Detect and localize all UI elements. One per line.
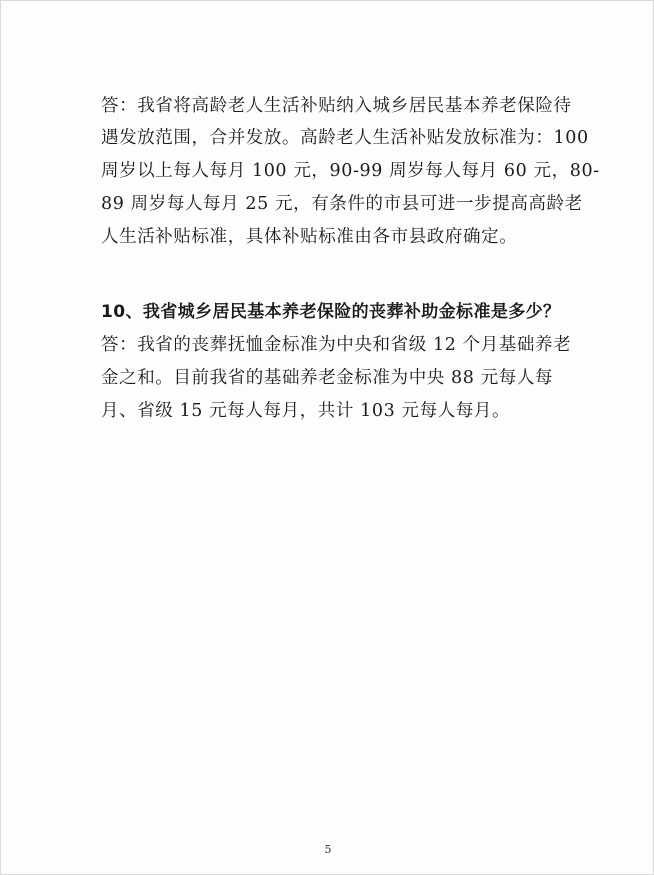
answer10-line-1: 答：我省的丧葬抚恤金标准为中央和省级 12 个月基础养老 xyxy=(101,335,572,355)
answer10-line-3: 月、省级 15 元每人每月，共计 103 元每人每月。 xyxy=(101,401,511,421)
answer9-line-4: 89 周岁每人每月 25 元，有条件的市县可进一步提高高龄老 xyxy=(101,194,583,214)
answer9-line-3: 周岁以上每人每月 100 元，90-99 周岁每人每月 60 元，80- xyxy=(101,161,600,181)
answer9-line-1: 答：我省将高龄老人生活补贴纳入城乡居民基本养老保险待 xyxy=(101,96,572,116)
answer10-line-2: 金之和。目前我省的基础养老金标准为中央 88 元每人每 xyxy=(101,368,554,388)
answer9-line-5: 人生活补贴标准，具体补贴标准由各市县政府确定。 xyxy=(101,227,518,247)
question10-heading: 10、我省城乡居民基本养老保险的丧葬补助金标准是多少？ xyxy=(101,302,561,322)
page-number: 5 xyxy=(324,843,332,856)
answer9-line-2: 遇发放范围，合并发放。高龄老人生活补贴发放标准为：100 xyxy=(101,128,589,148)
